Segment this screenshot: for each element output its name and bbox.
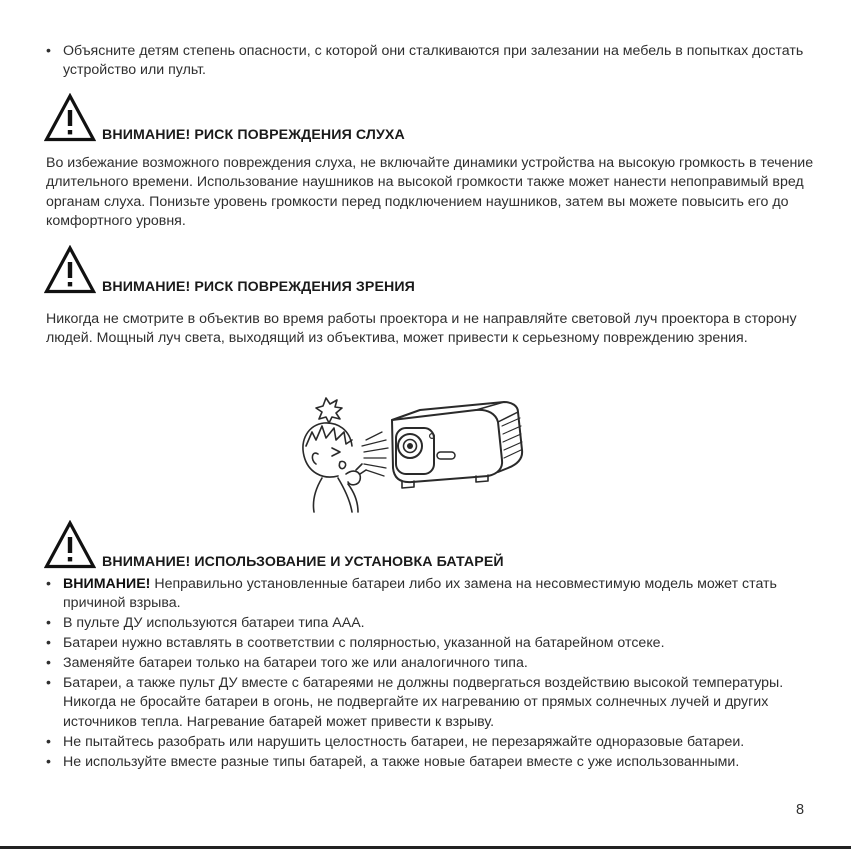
vision-text: Никогда не смотрите в объектив во время работы проектора и не направляйте световой луч проектора в сторону людей. Мощный луч света, выходящий из объектива, может привести к серьезному повреждению зрения. — [46, 311, 797, 347]
battery-warning-header — [44, 520, 744, 574]
projector-eye-hazard-illustration — [292, 388, 524, 514]
list-item: • В пульте ДУ используются батареи типа AAA. — [46, 614, 806, 633]
list-item: • Батареи нужно вставлять в соответствии с полярностью, указанной на батарейном отсеке. — [46, 634, 806, 653]
battery-bullet-list — [46, 575, 806, 772]
warning-triangle-icon — [44, 93, 96, 143]
vision-warning-header — [44, 245, 744, 299]
list-item: • Объясните детям степень опасности, с которой они сталкиваются при залезании на мебель в попытках достать устройство или пульт. — [46, 42, 816, 81]
hearing-text: Во избежание возможного повреждения слуха, не включайте динамики устройства на высокую громкость в течение длительного времени. Использование наушников на высокой громкости также может нанести непоправимый вред органам слуха. Понизьте уровень громкости перед подключением наушников, затем вы можете повысить его до комфортного уровня. — [46, 155, 814, 230]
warning-text: Неправильно установленные батареи либо их замена на несовместимую модель может стать причиной взрыва. — [63, 576, 777, 612]
intro-bullet-list — [46, 42, 816, 81]
list-item: • Не пытайтесь разобрать или нарушить целостность батареи, не перезаряжайте одноразовые батареи. — [46, 733, 806, 752]
hearing-section — [46, 154, 816, 232]
list-item: • Не используйте вместе разные типы батарей, а также новые батареи вместе с уже использованными. — [46, 753, 806, 772]
vision-section — [46, 310, 816, 349]
warning-triangle-icon — [44, 520, 96, 570]
hearing-heading: ВНИМАНИЕ! РИСК ПОВРЕЖДЕНИЯ СЛУХА — [102, 126, 405, 143]
intro-section — [46, 42, 816, 81]
hearing-warning-header — [44, 93, 744, 147]
page-number: 8 — [796, 802, 805, 818]
warning-triangle-icon — [44, 245, 96, 295]
list-item: • Заменяйте батареи только на батареи того же или аналогичного типа. — [46, 654, 806, 673]
battery-heading: ВНИМАНИЕ! ИСПОЛЬЗОВАНИЕ И УСТАНОВКА БАТАРЕЙ — [102, 553, 504, 570]
list-item: • Батареи, а также пульт ДУ вместе с батареями не должны подвергаться воздействию высокой температуры. Никогда не бросайте батареи в огонь, не подвергайте их нагреванию от прямых солнечных лучей и других источников тепла. Нагревание батарей может привести к взрыву. — [46, 674, 806, 732]
list-item — [46, 575, 806, 614]
vision-heading: ВНИМАНИЕ! РИСК ПОВРЕЖДЕНИЯ ЗРЕНИЯ — [102, 278, 415, 295]
battery-section — [46, 575, 806, 773]
warning-label: ВНИМАНИЕ! — [63, 576, 151, 592]
page-bottom-divider — [0, 846, 851, 849]
